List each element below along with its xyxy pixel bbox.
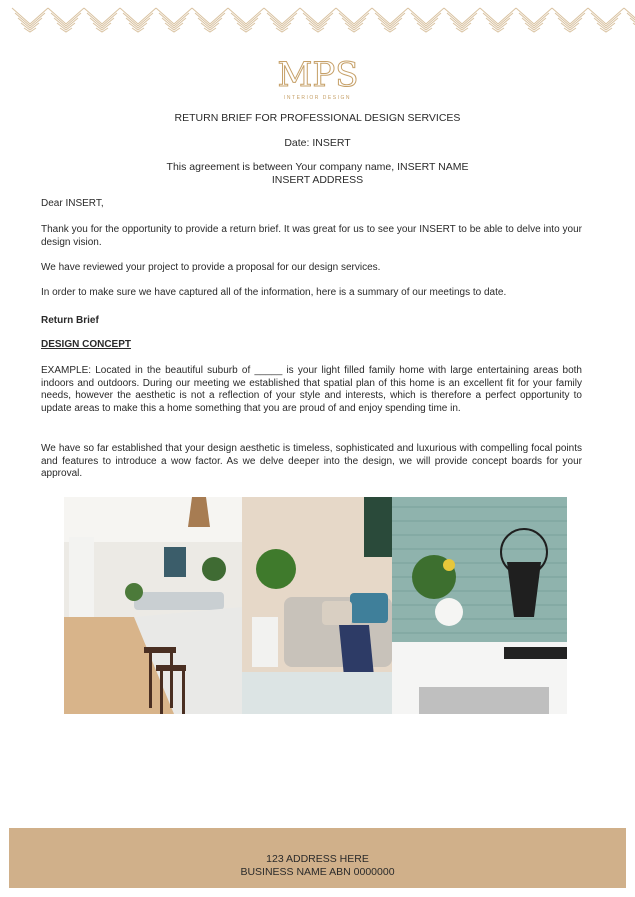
footer-band: [9, 828, 626, 888]
document-title: RETURN BRIEF FOR PROFESSIONAL DESIGN SERVICES: [174, 112, 461, 124]
footer-business: BUSINESS NAME ABN 0000000: [240, 866, 395, 878]
header-pattern: [0, 0, 635, 46]
tiled-kitchen-photo: [392, 497, 567, 714]
subsection-heading: DESIGN CONCEPT: [41, 339, 132, 350]
interior-photo-collage: [64, 497, 567, 714]
footer-address: 123 ADDRESS HERE: [266, 853, 369, 865]
logo-mark: MPS: [277, 55, 358, 95]
sofa-photo: [242, 497, 392, 714]
concept-paragraph-aesthetic: We have so far established that your design aesthetic is timeless, sophisticated and luxurious with compelling focal points and features to introduce a wow factor. As we delve deeper into the design, we will provide concept boards for your approval.: [41, 443, 582, 480]
address-line: INSERT ADDRESS: [271, 174, 364, 186]
logo: [255, 52, 380, 101]
paragraph-summary: In order to make sure we have captured all of the information, here is a summary of our meetings to date.: [41, 287, 507, 298]
concept-paragraph-example: EXAMPLE: Located in the beautiful suburb of _____ is your light filled family home with large entertaining areas both indoors and outdoors. During our meeting we established that spatial plan of this home is an excellent fit for your family needs, however the aesthetic is not a reflection of your style and interests, which is therefore a perfect opportunity to update areas to make this a home something that you are proud of and enjoy spending time in.: [41, 365, 582, 414]
paragraph-thanks: Thank you for the opportunity to provide a return brief. It was great for us to see your INSERT to be able to delve into your design vision.: [41, 224, 582, 248]
kitchen-photo: [64, 497, 242, 714]
salutation: Dear INSERT,: [41, 198, 104, 209]
logo-subtitle: INTERIOR DESIGN: [284, 95, 351, 101]
agreement-line: This agreement is between Your company name, INSERT NAME: [166, 161, 469, 173]
date-line: Date: INSERT: [284, 137, 351, 149]
section-heading: Return Brief: [41, 315, 99, 326]
paragraph-reviewed: We have reviewed your project to provide a proposal for our design services.: [41, 262, 381, 273]
